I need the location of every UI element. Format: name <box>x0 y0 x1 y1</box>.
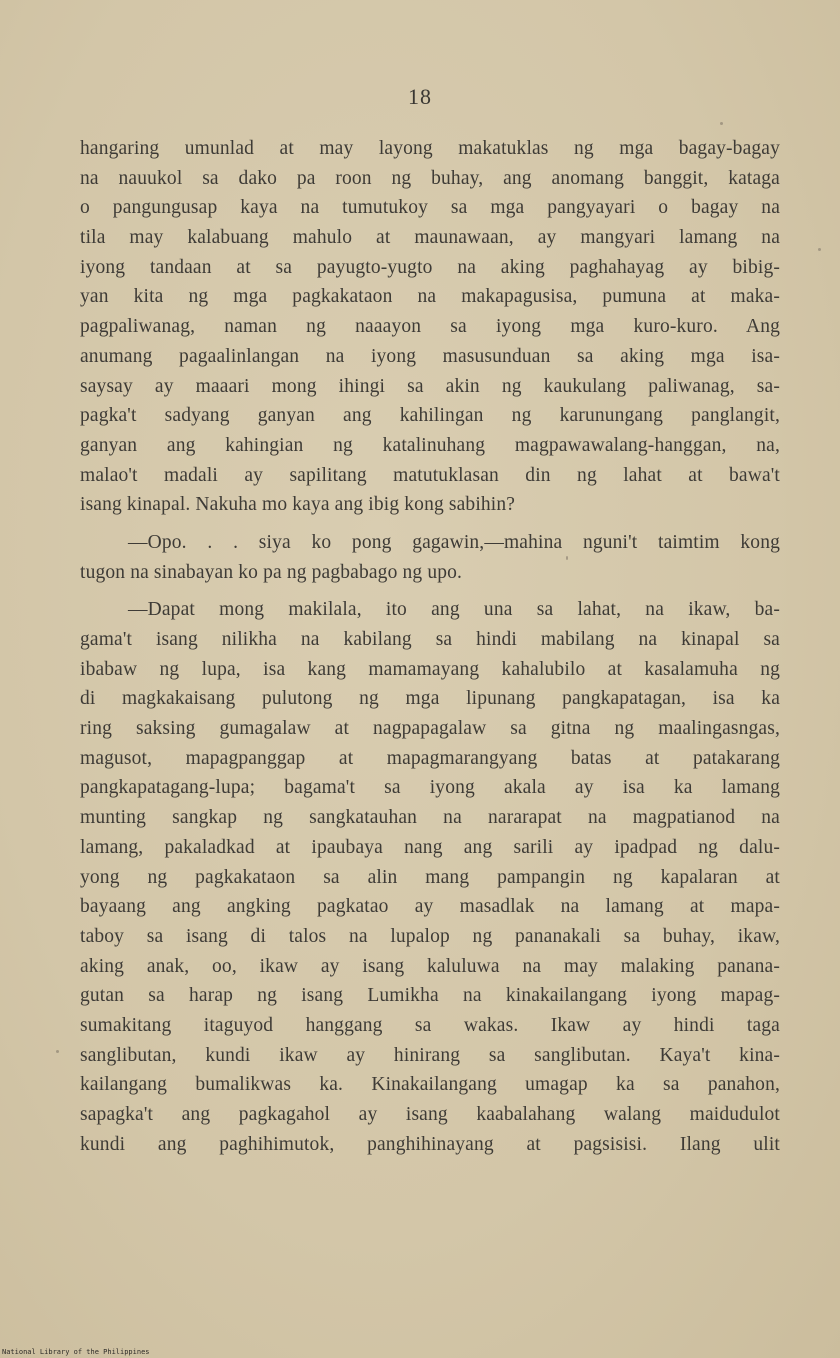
text-line: tugon na sinabayan ko pa ng pagbabago ng upo. <box>80 561 463 583</box>
text-line: ganyan ang kahingian ng katalinuhang magpawawalang-hanggan, na, <box>80 434 780 456</box>
text-line: ibabaw ng lupa, isa kang mamamayang kahalubilo at kasalamuha ng <box>80 658 780 680</box>
library-watermark: National Library of the Philippines <box>2 1348 150 1356</box>
text-line: aking anak, oo, ikaw ay isang kaluluwa na may malaking panana- <box>80 955 780 977</box>
text-line: lamang, pakaladkad at ipaubaya nang ang sarili ay ipadpad ng dalu- <box>80 836 780 858</box>
text-line: sanglibutan, kundi ikaw ay hinirang sa sanglibutan. Kaya't kina- <box>80 1044 780 1066</box>
paragraph-1 <box>80 134 780 520</box>
text-line: taboy sa isang di talos na lupalop ng pananakali sa buhay, ikaw, <box>80 925 780 947</box>
text-line: ring saksing gumagalaw at nagpapagalaw sa gitna ng maalingasngas, <box>80 718 780 740</box>
text-line: hangaring umunlad at may layong makatuklas ng mga bagay-bagay <box>80 138 780 159</box>
text-line: malao't madali ay sapilitang matutuklasan din ng lahat at bawa't <box>80 464 780 486</box>
paragraph-2 <box>80 528 780 587</box>
paper-speck <box>818 248 821 251</box>
text-line: saysay ay maaari mong ihingi sa akin ng kaukulang paliwanag, sa- <box>80 375 780 397</box>
text-line: sumakitang itaguyod hanggang sa wakas. Ikaw ay hindi taga <box>80 1014 780 1036</box>
text-line: munting sangkap ng sangkatauhan na nararapat na magpatianod na <box>80 807 780 829</box>
page-number: 18 <box>408 84 432 109</box>
text-line: tila may kalabuang mahulo at maunawaan, ay mangyari lamang na <box>80 227 780 249</box>
paper-speck <box>56 1050 59 1053</box>
text-line: isang kinapal. Nakuha mo kaya ang ibig kong sabihin? <box>80 494 516 516</box>
text-line: gutan sa harap ng isang Lumikha na kinakailangang iyong mapag- <box>80 985 780 1007</box>
text-line: di magkakaisang pulutong ng mga lipunang pangkapatagan, isa ka <box>80 688 780 710</box>
text-line: na nauukol sa dako pa roon ng buhay, ang anomang banggit, kataga <box>80 167 780 189</box>
paper-speck <box>720 122 723 125</box>
text-line: yong ng pagkakataon sa alin mang pampangin ng kapalaran at <box>80 866 780 888</box>
text-line: magusot, mapagpanggap at mapagmarangyang batas at patakarang <box>80 747 780 769</box>
text-line: o pangungusap kaya na tumutukoy sa mga pangyayari o bagay na <box>80 197 780 219</box>
body-text <box>80 134 780 1159</box>
text-line: bayaang ang angking pagkatao ay masadlak na lamang at mapa- <box>80 896 780 918</box>
text-line: pangkapatagang-lupa; bagama't sa iyong akala ay isa ka lamang <box>80 777 780 799</box>
text-line: —Dapat mong makilala, ito ang una sa lahat, na ikaw, ba- <box>128 599 780 621</box>
text-line: —Opo. . . siya ko pong gagawin,—mahina nguni't taimtim kong <box>128 531 780 553</box>
text-line: yan kita ng mga pagkakataon na makapagusisa, pumuna at maka- <box>80 286 780 308</box>
text-line: anumang pagaalinlangan na iyong masusunduan sa aking mga isa- <box>80 345 780 367</box>
text-line: pagpaliwanag, naman ng naaayon sa iyong mga kuro-kuro. Ang <box>80 316 780 338</box>
text-line: pagka't sadyang ganyan ang kahilingan ng karunungang panglangit, <box>80 405 780 427</box>
text-line: iyong tandaan at sa payugto-yugto na aking paghahayag ay bibig- <box>80 256 780 278</box>
text-line: sapagka't ang pagkagahol ay isang kaabalahang walang maidudulot <box>80 1104 780 1125</box>
text-line: kundi ang paghihimutok, panghihinayang at pagsisisi. Ilang ulit <box>80 1133 780 1155</box>
text-line: kailangang bumalikwas ka. Kinakailangang umagap ka sa panahon, <box>80 1074 780 1096</box>
text-line: gama't isang nilikha na kabilang sa hindi mabilang na kinapal sa <box>80 629 780 650</box>
paragraph-3 <box>80 595 780 1159</box>
